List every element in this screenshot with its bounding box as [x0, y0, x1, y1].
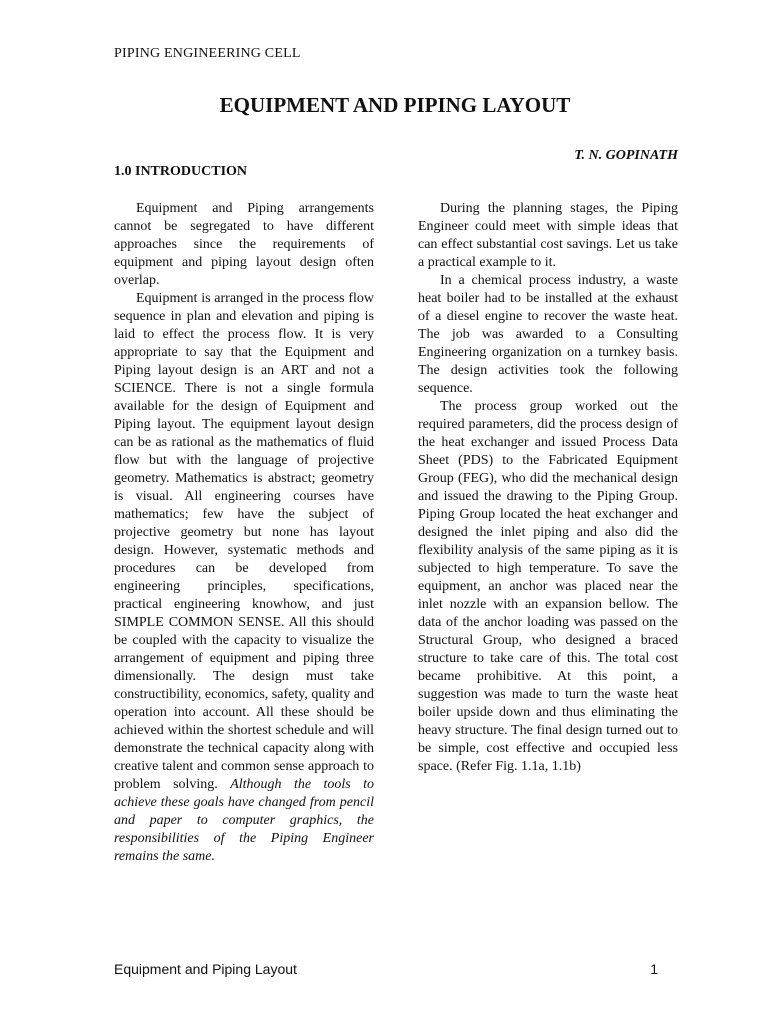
- right-paragraph-2: In a chemical process industry, a waste heat boiler had to be installed at the exhaust of a diesel engine to recover the waste heat. The job was awarded to a Consulting Engineering organization on a turnkey basis. The design activities took the following sequence.: [418, 273, 678, 396]
- right-paragraph-3: The process group worked out the required parameters, did the process design of the heat exchanger and issued Process Data Sheet (PDS) to the Fabricated Equipment Group (FEG), who did the mechanical design and issued the drawing to the Piping Group. Piping Group located the heat exchanger and designed the inlet piping and also did the flexibility analysis of the same piping as it is subjected to high temperature. To save the equipment, an anchor was placed near the inlet nozzle with an expansion bellow. The data of the anchor loading was passed on the Structural Group, who designed a braced structure to take care of this. The total cost became prohibitive. At this point, a suggestion was made to turn the waste heat boiler upside down and thus eliminating the heavy structure. The final design turned out to be simple, cost effective and occupied less space. (Refer Fig. 1.1a, 1.1b): [418, 399, 678, 774]
- running-header: PIPING ENGINEERING CELL: [114, 46, 301, 61]
- right-paragraph-1: During the planning stages, the Piping Engineer could meet with simple ideas that can effect substantial cost savings. Let us take a practical example to it.: [418, 201, 678, 270]
- page-title: EQUIPMENT AND PIPING LAYOUT: [219, 93, 571, 117]
- page-number: 1: [650, 961, 658, 977]
- author-name: T. N. GOPINATH: [574, 148, 678, 163]
- right-column: [418, 200, 678, 776]
- left-paragraph-2-italic: Although the tools to achieve these goals have changed from pencil and paper to computer graphics, the responsibilities of the Piping Engineer remains the same.: [114, 777, 374, 864]
- left-paragraph-2-text: Equipment is arranged in the process flow sequence in plan and elevation and piping is laid to effect the process flow. It is very appropriate to say that the Equipment and Piping layout design is an ART and not a SCIENCE. There is not a single formula available for the design of Equipment and Piping layout. The equipment layout design can be as rational as the mathematics of fluid flow but with the language of projective geometry. Mathematics is abstract; geometry is visual. All engineering courses have mathematics; few have the subject of projective geometry but none has layout design. However, systematic methods and procedures can be developed from engineering principles, specifications, practical engineering knowhow, and just SIMPLE COMMON SENSE. All this should be coupled with the capacity to visualize the arrangement of equipment and piping three dimensionally. The design must take constructibility, economics, safety, quality and operation into account. All these should be achieved within the shortest schedule and will demonstrate the technical capacity along with creative talent and common sense approach to problem solving.: [114, 291, 374, 792]
- footer-title: Equipment and Piping Layout: [114, 961, 297, 977]
- section-heading: 1.0 INTRODUCTION: [114, 164, 248, 179]
- left-paragraph-2: [114, 290, 374, 866]
- left-column: [114, 200, 374, 866]
- left-paragraph-1: Equipment and Piping arrangements cannot be segregated to have different approaches since the requirements of equipment and piping layout design often overlap.: [114, 201, 374, 288]
